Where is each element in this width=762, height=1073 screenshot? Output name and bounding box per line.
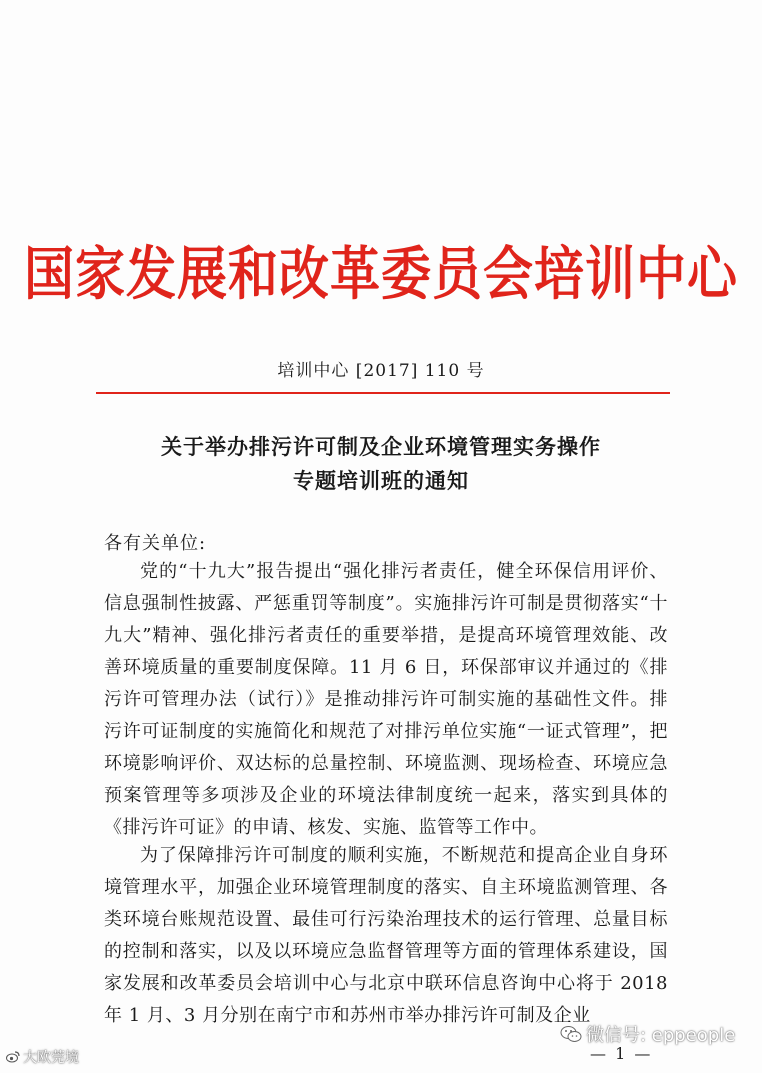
salutation: 各有关单位: <box>104 533 207 554</box>
notice-title <box>0 430 762 498</box>
notice-title-line1: 关于举办排污许可制及企业环境管理实务操作 <box>161 434 601 459</box>
weibo-icon <box>6 1050 20 1064</box>
wechat-icon <box>560 1025 582 1043</box>
body-paragraph-1: 党的“十九大”报告提出“强化排污者责任，健全环保信用评价、信息强制性披露、严惩重罚等制度”。实施排污许可制是贯彻落实“十九大”精神、强化排污者责任的重要举措，是提高环境管理效能、改善环境质量的重要制度保障。11 月 6 日，环保部审议并通过的《排污许可管理办法（试行）》是推动排污许可制实施的基础性文件。排污许可证制度的实施简化和规范了对排污单位实施“一证式管理”，把环境影响评价、双达标的总量控制、环境监测、现场检查、环境应急预案管理等多项涉及企业的环境法律制度统一起来，落实到具体的《排污许可证》的申请、核发、实施、监管等工作中。 <box>104 561 668 838</box>
document-number: 培训中心 [2017] 110 号 <box>277 361 485 381</box>
org-title: 国家发展和改革委员会培训中心 <box>24 239 738 308</box>
body-paragraph-2: 为了保障排污许可制度的顺利实施，不断规范和提高企业自身环境管理水平，加强企业环境管理制度的落实、自主环境监测管理、各类环境台账规范设置、最佳可行污染治理技术的运行管理、总量目标的控制和落实，以及以环境应急监督管理等方面的管理体系建设，国家发展和改革委员会培训中心与北京中联环信息咨询中心将于 2018 年 1 月、3 月分别在南宁市和苏州市举办排污许可制及企业 <box>104 845 668 1026</box>
watermark-left-text: 大欧莞境 <box>23 1050 79 1066</box>
page-number: — 1 — <box>590 1044 653 1063</box>
watermark-left <box>6 1047 79 1067</box>
watermark-right <box>560 1021 735 1047</box>
watermark-right-text: 微信号: eppeople <box>586 1025 736 1046</box>
red-divider <box>96 392 670 394</box>
notice-title-line2: 专题培训班的通知 <box>293 468 469 493</box>
